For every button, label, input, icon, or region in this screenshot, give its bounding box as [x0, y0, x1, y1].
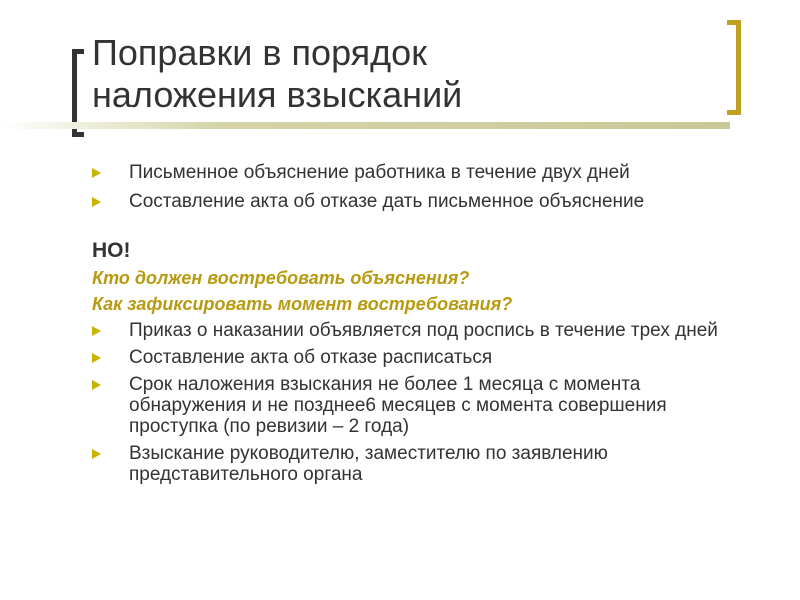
list-item: [92, 162, 752, 183]
triangle-bullet-icon: [92, 197, 101, 207]
list-item: [92, 443, 752, 485]
slide-title: Поправки в порядок наложения взысканий: [92, 32, 463, 115]
list-item-text: Приказ о наказании объявляется под роспись в течение трех дней: [129, 320, 718, 341]
triangle-bullet-icon: [92, 449, 101, 459]
list-item-text: Составление акта об отказе дать письменное объяснение: [129, 191, 645, 212]
triangle-bullet-icon: [92, 326, 101, 336]
question-line: Кто должен востребовать объяснения?: [92, 268, 470, 288]
top-bullet-list: [92, 162, 752, 212]
triangle-bullet-icon: [92, 353, 101, 363]
right-bracket-decoration: [727, 20, 741, 115]
list-item-text: Составление акта об отказе расписаться: [129, 347, 493, 368]
list-item-text: Письменное объяснение работника в течение двух дней: [129, 162, 630, 183]
list-item: [92, 191, 752, 212]
list-item: [92, 320, 752, 341]
title-underline-bar: [0, 122, 730, 129]
triangle-bullet-icon: [92, 168, 101, 178]
triangle-bullet-icon: [92, 380, 101, 390]
but-label: НО!: [92, 239, 131, 262]
list-item: [92, 374, 752, 437]
list-item-text: Срок наложения взыскания не более 1 месяца с момента обнаружения и не позднее6 месяцев с момента совершения проступка (по ревизии – 2 года): [129, 374, 667, 437]
slide-content: [92, 162, 752, 491]
list-item-text: Взыскание руководителю, заместителю по заявлению представительного органа: [129, 443, 608, 485]
question-line: Как зафиксировать момент востребования?: [92, 294, 513, 314]
list-item: [92, 347, 752, 368]
bottom-bullet-list: [92, 320, 752, 485]
